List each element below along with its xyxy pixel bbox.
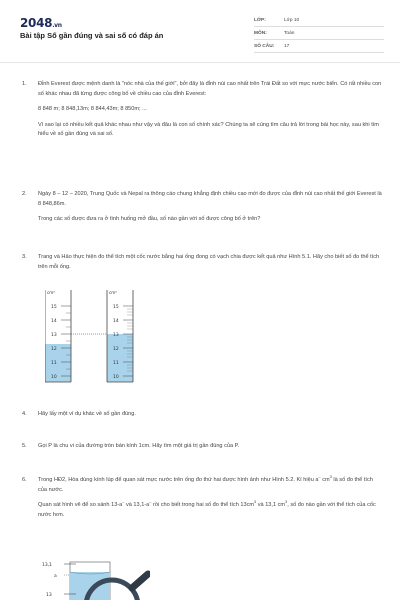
meta-row-subject xyxy=(254,27,384,40)
cylinders-svg xyxy=(45,286,165,386)
question-text: Đỉnh Everest được mệnh danh là "nóc nhà của thế giới", bởi đây là đỉnh núi cao nhất trên Trái Đất so với mực nước biển. Có rất nhiều con số khác nhau đã từng được công bố về chiều cao của đỉnh Everest: xyxy=(38,81,382,97)
meta-label: MÔN: xyxy=(254,30,267,36)
question-number: 3. xyxy=(22,254,27,260)
tick-label: 15 xyxy=(51,305,57,310)
document-title: Bài tập Số gần đúng và sai số có đáp án xyxy=(20,31,164,40)
tick-label: 10 xyxy=(51,375,57,380)
text-segment: cm xyxy=(320,477,330,483)
tick-label: 10 xyxy=(113,375,119,380)
meta-row-grade xyxy=(254,14,384,27)
logo-suffix: .vn xyxy=(52,22,62,29)
question-text: Vì sao lại có nhiều kết quả khác nhau như vậy và đâu là con số chính xác? Chúng ta sẽ cùng tìm câu trả lời trong bài học này, sau khi tìm hiểu về số gần đúng và sai số. xyxy=(38,121,379,137)
label-13: 13 xyxy=(46,593,52,598)
text-segment: Quan sát hình vẽ để so sánh 13-a xyxy=(38,502,123,508)
question-text: Trong các số được đưa ra ở tình huống mở đầu, số nào gần với số được công bố ở trên? xyxy=(38,216,261,222)
question-body xyxy=(38,476,382,520)
question-body xyxy=(38,253,382,272)
question-number: 6. xyxy=(22,477,27,483)
tick-label: 14 xyxy=(113,319,119,324)
tick-label: 13 xyxy=(51,333,57,338)
question-number: 5. xyxy=(22,443,27,449)
text-segment: , số đo nào gần với thể tích của cốc nước hơn. xyxy=(38,502,376,518)
question-2 xyxy=(22,190,382,228)
page-header xyxy=(0,0,400,62)
question-text: 8 848 m; 8 848,13m; 8 844,43m; 8 850m; ... xyxy=(38,106,147,112)
meta-table xyxy=(254,14,384,53)
superscript: – xyxy=(122,500,125,505)
question-text xyxy=(38,476,382,495)
question-text: Ngày 8 – 12 – 2020, Trung Quốc và Nepal ra thông cáo chung khẳng định chiều cao mới đo được của đỉnh núi cao nhất thế giới Everest là 8 848,86m. xyxy=(38,191,382,207)
unit-label: cm³ xyxy=(109,290,117,295)
superscript: 3 xyxy=(329,475,332,480)
water-fill xyxy=(45,344,71,382)
text-segment: là số đo thể tích của nước. xyxy=(38,477,373,493)
tick-label: 15 xyxy=(113,305,119,310)
superscript: 3 xyxy=(254,500,257,505)
tick-label: 11 xyxy=(51,361,57,366)
label-a: a xyxy=(54,574,57,579)
meta-label: SỐ CÂU: xyxy=(254,43,275,49)
cylinder-left xyxy=(45,290,71,382)
question-text xyxy=(38,501,382,520)
cylinders-figure xyxy=(45,286,165,386)
question-text: Trang và Hảo thực hiện đo thể tích một cốc nước bằng hai ống đong có vạch chia được kết quả như Hình 5.1. Hãy cho biết số đo thể tích trên mỗi ống. xyxy=(38,254,380,270)
text-segment: và 13,1-a xyxy=(124,502,150,508)
meta-value: Toán xyxy=(284,30,295,36)
question-text: Hãy lấy một ví dụ khác về số gần đúng. xyxy=(38,411,136,417)
question-6 xyxy=(22,476,382,523)
superscript: – xyxy=(318,475,321,480)
question-body xyxy=(38,410,382,420)
tick-label: 12 xyxy=(113,347,119,352)
header-divider xyxy=(0,62,400,63)
tick-label: 14 xyxy=(51,319,57,324)
text-segment: và 13,1 cm xyxy=(256,502,286,508)
question-body xyxy=(38,442,382,452)
label-13-1: 13,1 xyxy=(42,563,53,568)
meta-value: 17 xyxy=(284,43,290,49)
text-segment: Trong HĐ2, Hòa dùng kính lúp để quan sát mực nước trên ống đo thứ hai được hình ảnh như Hình 5.2. Kí hiệu a xyxy=(38,477,319,483)
superscript: – xyxy=(149,500,152,505)
magnifier-figure xyxy=(40,558,150,600)
tick-label: 12 xyxy=(51,347,57,352)
site-logo[interactable] xyxy=(20,16,62,30)
meta-row-count xyxy=(254,40,384,53)
question-text: Gọi P là chu vi của đường tròn bán kính 1cm. Hãy tìm một giá trị gần đúng của P. xyxy=(38,443,240,449)
magnifier-handle xyxy=(132,574,148,588)
tick-label: 11 xyxy=(113,361,119,366)
logo-text: 2048 xyxy=(20,16,53,30)
water-fill xyxy=(107,334,133,382)
meta-value: Lớp 10 xyxy=(284,17,300,23)
question-body xyxy=(38,80,382,140)
magnifier-svg xyxy=(40,558,150,600)
unit-label: cm³ xyxy=(47,290,55,295)
question-number: 4. xyxy=(22,411,27,417)
tick-label: 13 xyxy=(113,333,119,338)
question-4 xyxy=(22,410,382,423)
question-5 xyxy=(22,442,382,455)
meta-label: LỚP: xyxy=(254,17,266,23)
question-number: 2. xyxy=(22,191,27,197)
cylinder-right xyxy=(107,290,133,382)
question-body xyxy=(38,190,382,225)
superscript: 3 xyxy=(285,500,288,505)
text-segment: rồi cho biết trong hai số đo thể tích 13cm xyxy=(151,502,255,508)
question-number: 1. xyxy=(22,81,27,87)
question-3 xyxy=(22,253,382,275)
question-1 xyxy=(22,80,382,143)
